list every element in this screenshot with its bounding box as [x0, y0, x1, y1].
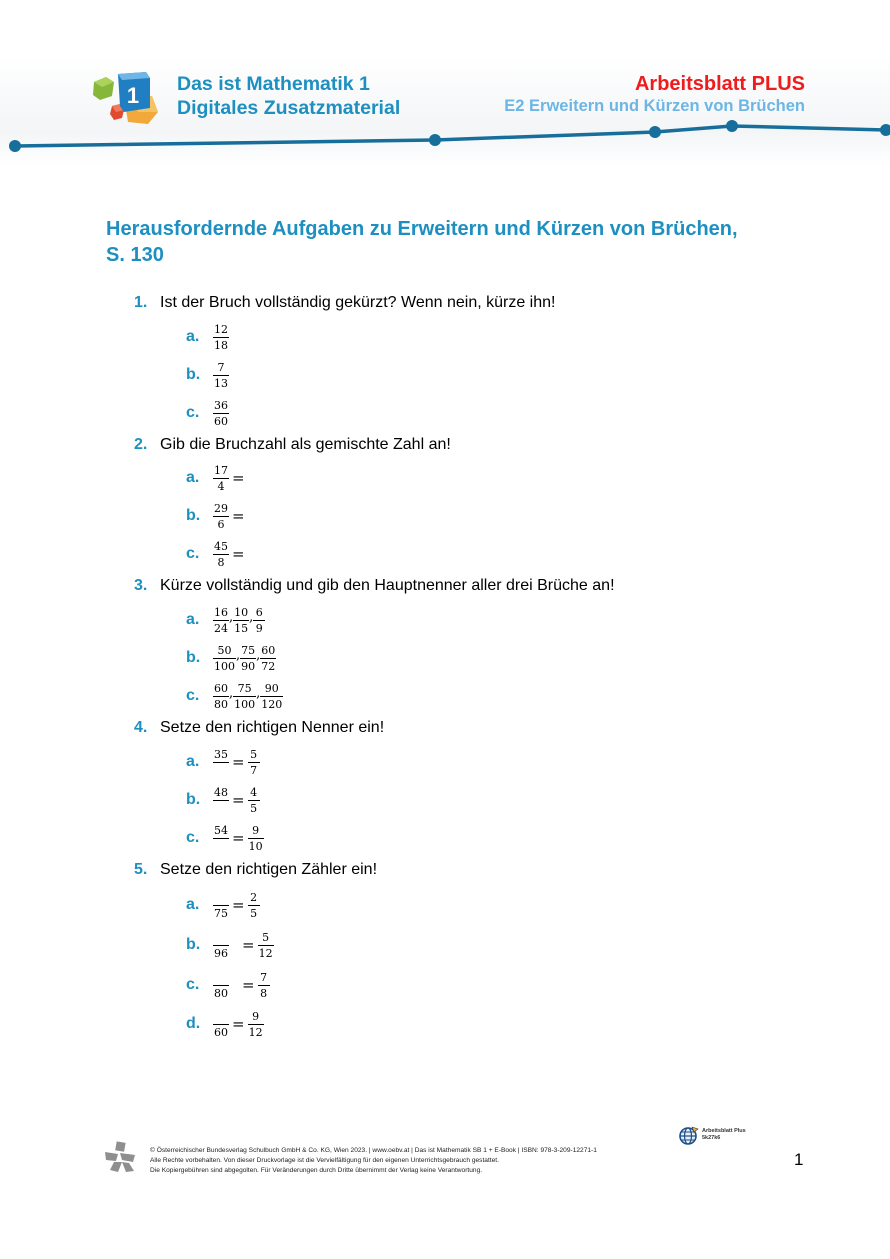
numerator: 9 [252, 823, 260, 837]
numerator: 4 [250, 785, 258, 799]
fraction [258, 931, 274, 960]
item-label: c. [186, 404, 200, 421]
item-label: c. [186, 687, 200, 704]
equals-sign: = [232, 545, 245, 563]
numerator: 48 [214, 785, 228, 799]
equals-sign: = [242, 936, 255, 954]
comma: , [249, 609, 254, 625]
denominator: 100 [214, 659, 235, 673]
fraction [213, 399, 229, 428]
item-label: a. [186, 753, 200, 770]
task-2-item-c [186, 537, 248, 571]
task-2-item-a [186, 461, 248, 495]
fraction [260, 644, 276, 673]
footer-line-3: Die Kopiergebühren sind abgegolten. Für Veränderungen durch Dritte übernimmt der Verlag keine Verantwortung. [150, 1167, 483, 1174]
sheet-kind: Arbeitsblatt PLUS [634, 73, 805, 95]
publisher-logo-icon [104, 1141, 136, 1173]
denominator: 6 [217, 517, 225, 531]
badge-label: Arbeitsblatt Plus [702, 1128, 746, 1134]
fraction [213, 606, 229, 635]
item-label: a. [186, 469, 200, 486]
denominator-blank[interactable] [215, 764, 227, 777]
denominator: 60 [214, 414, 228, 428]
denominator: 8 [217, 555, 225, 569]
numerator: 75 [237, 681, 252, 695]
denominator: 13 [214, 376, 228, 390]
equals-sign: = [232, 829, 245, 847]
task-text: Kürze vollständig und gib den Hauptnenner aller drei Brüche an! [160, 577, 615, 594]
task-number: 1. [134, 294, 148, 311]
badge-code: 5k27k6 [702, 1135, 721, 1141]
denominator: 72 [261, 659, 276, 673]
task-1-item-a [186, 320, 229, 354]
comma: , [256, 647, 261, 663]
equals-sign: = [232, 507, 245, 525]
task-1-item-b [186, 358, 229, 392]
item-label: b. [186, 791, 201, 808]
task-number: 4. [134, 719, 148, 736]
numerator-blank[interactable] [215, 971, 227, 984]
fraction [213, 540, 229, 569]
task-5-item-a [186, 888, 260, 922]
denominator-blank[interactable] [215, 840, 227, 853]
task-3-item-b [186, 641, 276, 675]
denominator: 4 [217, 479, 225, 493]
fraction-missing-denominator [213, 786, 229, 815]
numerator: 54 [214, 823, 228, 837]
fraction-missing-numerator [213, 1010, 229, 1039]
denominator: 8 [260, 986, 268, 1000]
numerator: 90 [264, 681, 279, 695]
header-decorative-line [0, 115, 890, 160]
denominator: 12 [258, 946, 273, 960]
task-4-item-b [186, 783, 260, 817]
numerator: 75 [241, 643, 256, 657]
fraction [248, 1010, 264, 1039]
task-number: 2. [134, 436, 148, 453]
numerator: 9 [252, 1009, 260, 1023]
denominator: 75 [214, 906, 228, 920]
equals-sign: = [232, 1015, 245, 1033]
task-2 [134, 435, 451, 455]
numerator: 7 [260, 970, 268, 984]
fraction [213, 644, 236, 673]
fraction-missing-numerator [213, 931, 229, 960]
task-text: Setze den richtigen Nenner ein! [160, 719, 385, 736]
item-label: b. [186, 936, 201, 953]
denominator: 80 [214, 986, 228, 1000]
globe-icon [679, 1125, 699, 1145]
task-5-item-b [186, 928, 274, 962]
numerator: 29 [214, 501, 228, 515]
denominator: 12 [248, 1025, 263, 1039]
fraction [213, 682, 229, 711]
task-text: Setze den richtigen Zähler ein! [160, 861, 378, 878]
comma: , [236, 647, 241, 663]
page-title [106, 216, 806, 268]
item-label: a. [186, 896, 200, 913]
online-code-badge[interactable] [679, 1125, 746, 1145]
brand-line-2: Digitales Zusatzmaterial [177, 97, 401, 119]
denominator: 100 [234, 697, 256, 711]
numerator: 50 [217, 643, 232, 657]
denominator: 96 [214, 946, 228, 960]
item-label: b. [186, 366, 201, 383]
denominator: 5 [250, 906, 258, 920]
page-title-line-1: Herausfordernde Aufgaben zu Erweitern und Kürzen von Brüchen, [106, 218, 738, 240]
fraction [253, 606, 265, 635]
task-4-item-c [186, 821, 264, 855]
denominator: 90 [241, 659, 256, 673]
task-2-item-b [186, 499, 248, 533]
task-5-item-d [186, 1007, 264, 1041]
numerator: 36 [214, 398, 228, 412]
task-5-item-c [186, 968, 270, 1002]
denominator: 24 [214, 621, 228, 635]
task-1 [134, 293, 555, 313]
fraction [248, 824, 264, 853]
item-label: a. [186, 611, 200, 628]
numerator: 5 [262, 930, 270, 944]
numerator-blank[interactable] [215, 931, 227, 944]
item-label: b. [186, 507, 201, 524]
fraction [213, 502, 229, 531]
denominator: 120 [261, 697, 283, 711]
denominator: 80 [214, 697, 228, 711]
fraction-missing-numerator [213, 891, 229, 920]
numerator: 12 [214, 322, 228, 336]
numerator: 6 [255, 605, 263, 619]
numerator: 35 [214, 747, 228, 761]
item-label: a. [186, 328, 200, 345]
fraction-missing-denominator [213, 824, 229, 853]
task-number: 5. [134, 861, 148, 878]
item-label: c. [186, 976, 200, 993]
item-label: c. [186, 829, 200, 846]
numerator: 17 [214, 463, 228, 477]
equals-sign: = [232, 896, 245, 914]
task-3-item-a [186, 603, 265, 637]
fraction [233, 606, 249, 635]
fraction [260, 682, 283, 711]
svg-text:1: 1 [126, 83, 140, 108]
brand-title [177, 72, 400, 120]
fraction [240, 644, 256, 673]
denominator: 10 [248, 839, 263, 853]
task-4 [134, 718, 384, 738]
item-label: b. [186, 649, 201, 666]
numerator: 10 [234, 605, 249, 619]
fraction [258, 971, 270, 1000]
numerator: 60 [214, 681, 228, 695]
footer-line-1: © Österreichischer Bundesverlag Schulbuch GmbH & Co. KG, Wien 2023. | www.oebv.at | Das ist Mathematik SB 1 + E-Book | ISBN: 978-3-209-12271-1 [150, 1147, 597, 1154]
footer-line-2: Alle Rechte vorbehalten. Von dieser Druckvorlage ist die Vervielfältigung für den eigenen Unterrichtsgebrauch gestattet. [150, 1157, 499, 1164]
task-1-item-c [186, 396, 229, 430]
denominator: 60 [214, 1025, 228, 1039]
page-number: 1 [794, 1150, 804, 1169]
task-4-item-a [186, 745, 260, 779]
numerator: 60 [261, 643, 276, 657]
denominator-blank[interactable] [215, 802, 227, 815]
footer-copyright [150, 1146, 597, 1176]
equals-sign: = [232, 469, 245, 487]
denominator: 18 [214, 338, 228, 352]
numerator: 5 [250, 747, 258, 761]
numerator: 2 [250, 890, 258, 904]
numerator: 7 [217, 360, 225, 374]
task-number: 3. [134, 577, 148, 594]
numerator: 16 [214, 605, 228, 619]
comma: , [256, 685, 261, 701]
fraction [248, 891, 260, 920]
brand-line-1: Das ist Mathematik 1 [177, 73, 370, 95]
fraction-missing-denominator [213, 748, 229, 777]
denominator: 9 [255, 621, 263, 635]
task-text: Ist der Bruch vollständig gekürzt? Wenn nein, kürze ihn! [160, 294, 556, 311]
comma: , [229, 685, 234, 701]
fraction [213, 464, 229, 493]
numerator-blank[interactable] [215, 1010, 227, 1023]
item-label: c. [186, 545, 200, 562]
task-3 [134, 576, 615, 596]
numerator: 45 [214, 539, 228, 553]
task-5 [134, 860, 377, 880]
fraction-missing-numerator [213, 971, 229, 1000]
fraction [213, 361, 229, 390]
denominator: 15 [234, 621, 249, 635]
comma: , [229, 609, 234, 625]
sheet-topic: E2 Erweitern und Kürzen von Brüchen [504, 97, 805, 115]
task-text: Gib die Bruchzahl als gemischte Zahl an! [160, 436, 451, 453]
fraction [213, 323, 229, 352]
fraction [248, 748, 260, 777]
equals-sign: = [232, 753, 245, 771]
numerator-blank[interactable] [215, 891, 227, 904]
denominator: 7 [250, 763, 258, 777]
fraction [233, 682, 256, 711]
fraction [248, 786, 260, 815]
page-title-line-2: S. 130 [106, 244, 164, 266]
task-3-item-c [186, 679, 283, 713]
item-label: d. [186, 1015, 201, 1032]
equals-sign: = [232, 791, 245, 809]
denominator: 5 [250, 801, 258, 815]
equals-sign: = [242, 976, 255, 994]
